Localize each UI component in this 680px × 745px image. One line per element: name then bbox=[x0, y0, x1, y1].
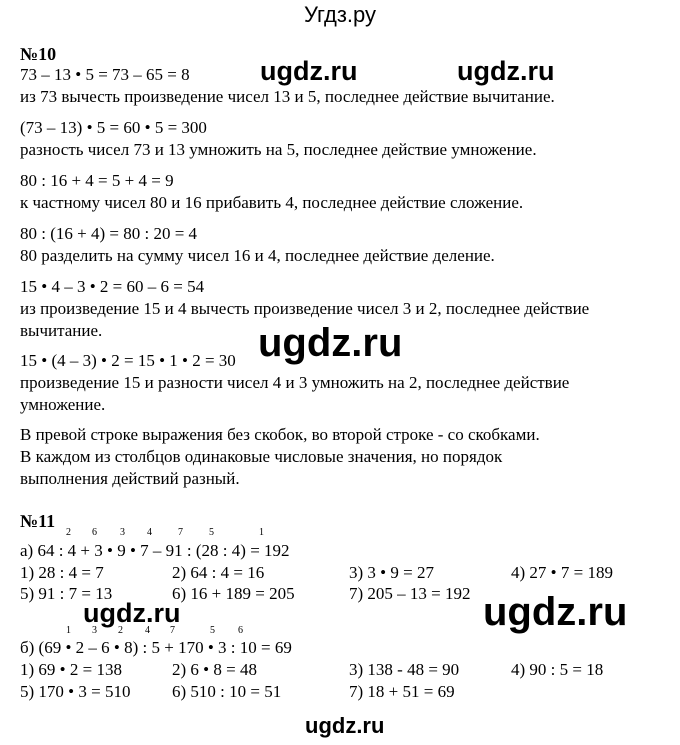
order-mark: 6 bbox=[238, 625, 243, 636]
task-11a-step: 5) 91 : 7 = 13 bbox=[20, 584, 113, 603]
task-10-line: 80 : 16 + 4 = 5 + 4 = 9 bbox=[20, 171, 174, 190]
watermark: ugdz.ru bbox=[483, 590, 628, 634]
task-10-line: из произведение 15 и 4 вычесть произведение чисел 3 и 2, последнее действие bbox=[20, 299, 590, 318]
task-10-heading: №10 bbox=[20, 44, 57, 64]
task-10-line: 15 • (4 – 3) • 2 = 15 • 1 • 2 = 30 bbox=[20, 351, 236, 370]
task-10-line: разность чисел 73 и 13 умножить на 5, последнее действие умножение. bbox=[20, 140, 537, 159]
order-mark: 2 bbox=[118, 625, 123, 636]
task-11a-step: 1) 28 : 4 = 7 bbox=[20, 563, 104, 582]
order-mark: 7 bbox=[170, 625, 175, 636]
task-10-note: выполнения действий разный. bbox=[20, 469, 240, 488]
watermark: ugdz.ru bbox=[83, 598, 181, 628]
task-11a-step: 2) 64 : 4 = 16 bbox=[172, 563, 265, 582]
watermark: ugdz.ru bbox=[258, 321, 403, 365]
task-11b-step: 4) 90 : 5 = 18 bbox=[511, 660, 604, 679]
task-10-line: (73 – 13) • 5 = 60 • 5 = 300 bbox=[20, 118, 207, 137]
order-mark: 4 bbox=[145, 625, 150, 636]
order-mark: 4 bbox=[147, 527, 152, 538]
order-mark: 1 bbox=[66, 625, 71, 636]
task-11b-step: 7) 18 + 51 = 69 bbox=[349, 682, 455, 701]
task-10-note: В каждом из столбцов одинаковые числовые значения, но порядок bbox=[20, 447, 503, 466]
order-mark: 5 bbox=[209, 527, 214, 538]
task-11a-step: 3) 3 • 9 = 27 bbox=[349, 563, 434, 582]
task-10-line: 15 • 4 – 3 • 2 = 60 – 6 = 54 bbox=[20, 277, 205, 296]
task-10-line: умножение. bbox=[20, 395, 106, 414]
task-11b-step: 3) 138 - 48 = 90 bbox=[349, 660, 460, 679]
task-11b-step: 1) 69 • 2 = 138 bbox=[20, 660, 122, 679]
task-10-line: вычитание. bbox=[20, 321, 103, 340]
task-10-line: к частному чисел 80 и 16 прибавить 4, последнее действие сложение. bbox=[20, 193, 524, 212]
task-11-heading: №11 bbox=[20, 511, 56, 531]
task-10-line: 80 : (16 + 4) = 80 : 20 = 4 bbox=[20, 224, 198, 243]
order-mark: 7 bbox=[178, 527, 183, 538]
task-11a-expression: а) 64 : 4 + 3 • 9 • 7 – 91 : (28 : 4) = 192 bbox=[20, 541, 290, 560]
task-10-line: 80 разделить на сумму чисел 16 и 4, последнее действие деление. bbox=[20, 246, 495, 265]
order-mark: 3 bbox=[120, 527, 125, 538]
task-10-line: из 73 вычесть произведение чисел 13 и 5, последнее действие вычитание. bbox=[20, 87, 555, 106]
order-mark: 3 bbox=[92, 625, 97, 636]
order-mark: 6 bbox=[92, 527, 97, 538]
order-mark: 5 bbox=[210, 625, 215, 636]
watermark: ugdz.ru bbox=[305, 713, 385, 738]
task-11a-step: 6) 16 + 189 = 205 bbox=[172, 584, 295, 603]
task-11b-step: 5) 170 • 3 = 510 bbox=[20, 682, 131, 701]
task-10-line: 73 – 13 • 5 = 73 – 65 = 8 bbox=[20, 65, 190, 84]
task-10-note: В превой строке выражения без скобок, во второй строке - со скобками. bbox=[20, 425, 540, 444]
task-11a-step: 4) 27 • 7 = 189 bbox=[511, 563, 613, 582]
watermark: ugdz.ru bbox=[260, 56, 358, 86]
order-mark: 1 bbox=[259, 527, 264, 538]
order-mark: 2 bbox=[66, 527, 71, 538]
site-title: Угдз.ру bbox=[303, 2, 377, 27]
watermark: ugdz.ru bbox=[457, 56, 555, 86]
task-11b-expression: б) (69 • 2 – 6 • 8) : 5 + 170 • 3 : 10 = 69 bbox=[20, 638, 292, 657]
task-11a-step: 7) 205 – 13 = 192 bbox=[349, 584, 471, 603]
task-11b-step: 6) 510 : 10 = 51 bbox=[172, 682, 282, 701]
task-10-line: произведение 15 и разности чисел 4 и 3 умножить на 2, последнее действие bbox=[20, 373, 570, 392]
task-11b-step: 2) 6 • 8 = 48 bbox=[172, 660, 257, 679]
